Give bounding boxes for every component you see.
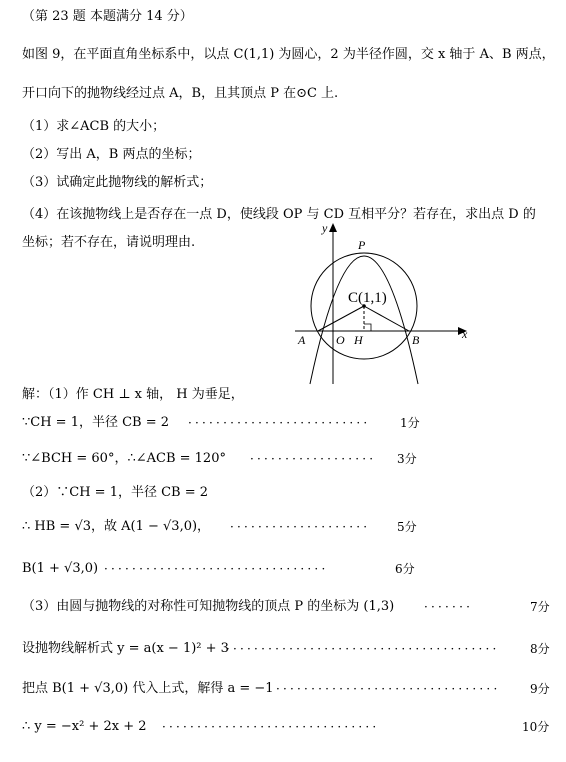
- score-8: 10分: [522, 720, 550, 734]
- p-label: P: [358, 238, 366, 252]
- solution-line1: ∵CH = 1，半径 CB = 2: [22, 415, 170, 430]
- dot-leader: ··················: [250, 452, 377, 466]
- problem-stem-line2: 开口向下的抛物线经过点 A，B，且其顶点 P 在⊙C 上.: [22, 86, 339, 101]
- score-2: 3分: [397, 452, 417, 466]
- h-label: H: [354, 333, 363, 347]
- b-label: B: [412, 333, 420, 347]
- solution-line6: （3）由圆与抛物线的对称性可知抛物线的顶点 P 的坐标为 (1,3): [22, 599, 395, 614]
- score-7: 9分: [530, 682, 550, 696]
- solution-line5: B(1 + √3,0): [22, 561, 99, 576]
- y-label: y: [322, 221, 328, 235]
- score-5: 7分: [530, 600, 550, 614]
- solution-line7: 设抛物线解析式 y = a(x − 1)² + 3: [22, 641, 229, 656]
- parabola: [310, 256, 418, 384]
- right-angle-mark: [364, 324, 371, 331]
- solution-line2: ∵∠BCH = 60°，∴∠ACB = 120°: [22, 451, 226, 466]
- question-4-line2: 坐标；若不存在，请说明理由.: [22, 235, 196, 250]
- solution-line3: （2）∵CH = 1，半径 CB = 2: [22, 485, 209, 500]
- y-axis-arrow: [329, 223, 337, 232]
- solution-line4: ∴ HB = √3，故 A(1 − √3,0)，: [22, 519, 211, 534]
- problem-stem-line1: 如图 9，在平面直角坐标系中，以点 C(1,1) 为圆心，2 为半径作圆，交 x 轴于 A、B 两点，: [22, 47, 555, 62]
- solution-line8: 把点 B(1 + √3,0) 代入上式，解得 a = −1: [22, 681, 274, 696]
- o-label: O: [336, 333, 345, 347]
- score-1: 1分: [400, 416, 420, 430]
- dot-leader: ·······························: [162, 720, 380, 734]
- question-3: （3）试确定此抛物线的解析式；: [22, 175, 213, 190]
- problem-header: （第 23 题 本题满分 14 分）: [22, 9, 193, 24]
- score-6: 8分: [530, 642, 550, 656]
- a-label: A: [298, 333, 306, 347]
- dot-leader: ································: [104, 562, 329, 576]
- solution-line9: ∴ y = −x² + 2x + 2: [22, 719, 147, 734]
- x-label: x: [462, 327, 468, 341]
- dot-leader: ·······································: [226, 642, 500, 656]
- c-label: C(1,1): [348, 290, 387, 306]
- segment-ca: [318, 306, 364, 331]
- question-2: （2）写出 A，B 两点的坐标；: [22, 147, 201, 162]
- dot-leader: ································: [276, 682, 501, 696]
- figure-9: [290, 218, 480, 388]
- score-4: 6分: [395, 562, 415, 576]
- dot-leader: ··························: [188, 416, 371, 430]
- dot-leader: ·······: [424, 600, 474, 614]
- dot-leader: ····················: [230, 520, 371, 534]
- solution-line0: 解：（1）作 CH ⊥ x 轴， H 为垂足，: [22, 387, 244, 402]
- question-4-line1: （4）在该抛物线上是否存在一点 D，使线段 OP 与 CD 互相平分？若存在，求出点 D 的: [22, 207, 536, 222]
- score-3: 5分: [397, 520, 417, 534]
- question-1: （1）求∠ACB 的大小；: [22, 119, 166, 134]
